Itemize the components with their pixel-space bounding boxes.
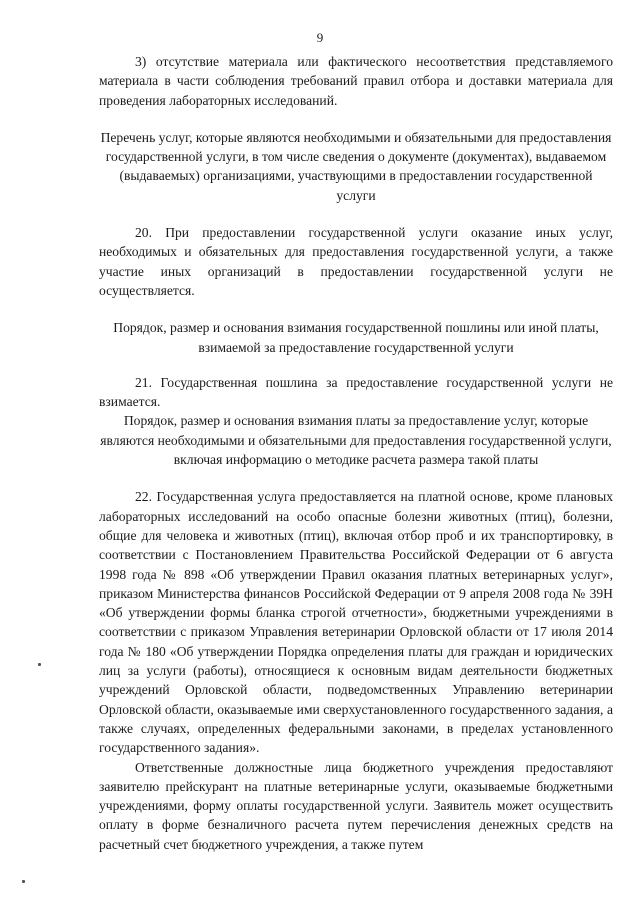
section-heading-required-services: Перечень услуг, которые являются необходимыми и обязательными для предоставления государственной услуги, в том числе сведения о документе (документах), выдаваемом (выдаваемых) организациями, участвующими в предоставлении государственной услуги: [100, 129, 612, 203]
paragraph-21: 21. Государственная пошлина за предоставление государственной услуги не взимается.: [99, 374, 613, 410]
page-number: 9: [316, 30, 324, 45]
paragraph-item-3: 3) отсутствие материала или фактического несоответствия представляемого материала в части соблюдения требований правил отбора и доставки материала для проведения лабораторных исследований.: [99, 54, 613, 108]
paragraph-20: 20. При предоставлении государственной услуги оказание иных услуг, необходимых и обязательных для предоставления государственной услуги, а также участие иных организаций в предоставлении государственной услуги не осуществляется.: [99, 225, 613, 298]
paragraph-payment: Ответственные должностные лица бюджетного учреждения предоставляют заявителю прейскурант на платные ветеринарные услуги, оказываемые бюджетными учреждениями, форму оплаты государственной услуги. Заявитель может осуществить оплату в форме безналичного расчета путем перечисления денежных средств на расчетный счет бюджетного учреждения, а также путем: [99, 759, 613, 852]
document-body: [99, 52, 613, 854]
section-heading-state-duty: Порядок, размер и основания взимания государственной пошлины или иной платы, взимаемой за предоставление государственной услуги: [113, 320, 599, 355]
paragraph-22: 22. Государственная услуга предоставляется на платной основе, кроме плановых лабораторных исследований на особо опасные болезни животных (птиц), болезни, общие для человека и животных (птиц), включая отбор проб и их транспортировку, в соответствии с Постановлением Правительства Российской Федерации от 6 августа 1998 года № 898 «Об утверждении Правил оказания платных ветеринарных услуг», приказом Министерства финансов Российской Федерации от 9 апреля 2008 года № 39Н «Об утверждении формы бланка строгой отчетности», бюджетными учреждениями в соответствии с приказом Управления ветеринарии Орловской области от 17 июля 2014 года № 180 «Об утверждении Порядка определения платы для граждан и юридических лиц за услуги (работы), относящиеся к основным видам деятельности бюджетных учреждений Орловской области, подведомственных Управлению ветеринарии Орловской области, оказываемые ими сверхустановленного государственного задания, а также случаях, определенных федеральными законами, в пределах установленного государственного задания».: [99, 489, 613, 756]
scan-speck: [38, 663, 41, 666]
scan-speck: [22, 880, 25, 883]
section-heading-fees: Порядок, размер и основания взимания платы за предоставление услуг, которые являются необходимыми и обязательными для предоставления государственной услуги, включая информацию о методике расчета размера такой платы: [100, 413, 612, 468]
